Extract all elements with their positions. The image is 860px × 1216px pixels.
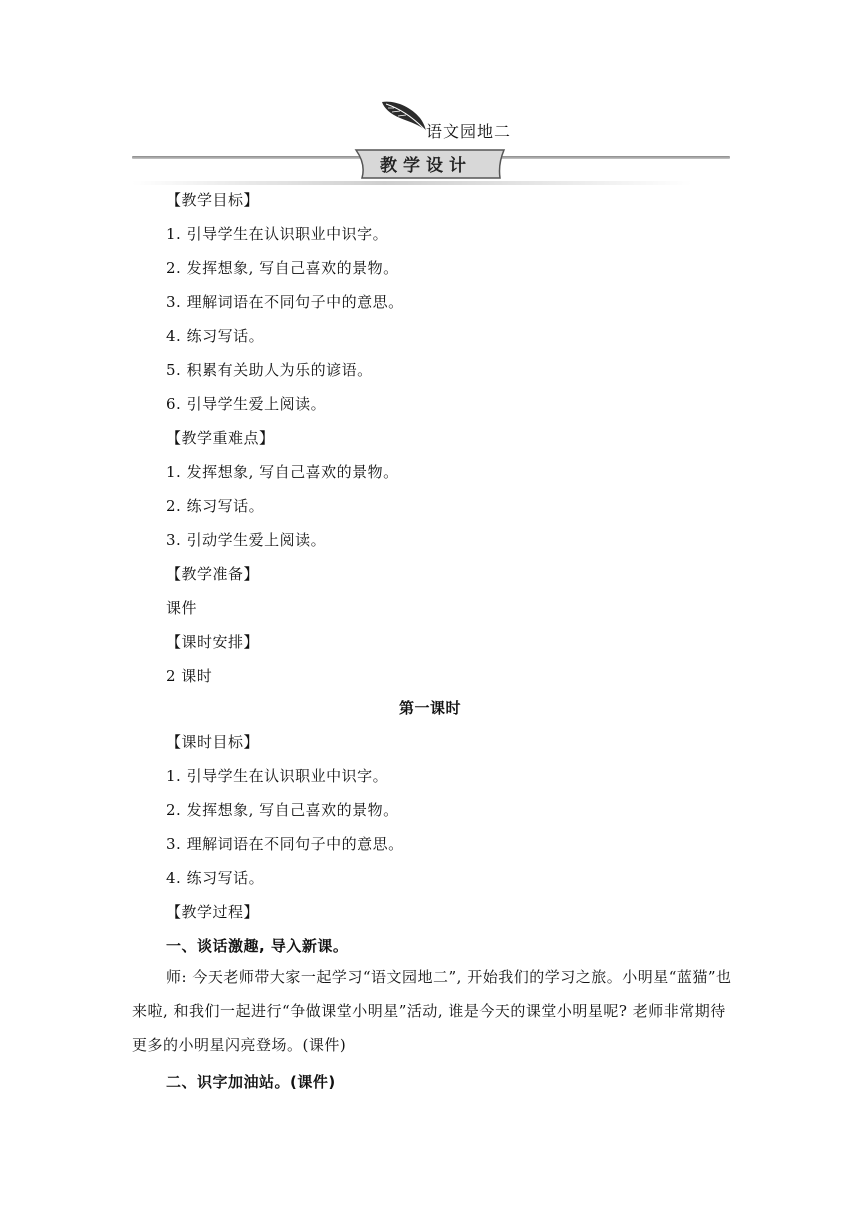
header-shadow-rule (132, 181, 692, 185)
goal-item-1: 1. 引导学生在认识职业中识字。 (166, 225, 389, 243)
keypoint-item-1: 1. 发挥想象, 写自己喜欢的景物。 (166, 463, 399, 481)
lesson-goal-item-4: 4. 练习写话。 (166, 869, 265, 887)
step-1-paragraph (132, 960, 732, 1062)
prep-text: 课件 (166, 599, 198, 617)
section-heading-goals: 【教学目标】 (166, 191, 260, 209)
keypoint-item-3: 3. 引动学生爱上阅读。 (166, 531, 327, 549)
keypoint-item-2: 2. 练习写话。 (166, 497, 265, 515)
step-2-title: 二、识字加油站。(课件) (166, 1073, 336, 1091)
header-title: 语文园地二 (426, 122, 512, 141)
section-heading-keypoints: 【教学重难点】 (166, 429, 275, 447)
step-1-paragraph-text: 师: 今天老师带大家一起学习“语文园地二”, 开始我们的学习之旅。小明星“蓝猫”也来啦, 和我们一起进行“争做课堂小明星”活动, 谁是今天的课堂小明星呢? 老师非常期待更多的小明星闪亮登场。(课件) (132, 968, 732, 1054)
section-heading-lesson-goals: 【课时目标】 (166, 733, 260, 751)
feather-quill-icon (380, 98, 428, 134)
step-1-title: 一、谈话激趣, 导入新课。 (166, 937, 349, 955)
schedule-text: 2 课时 (166, 667, 213, 685)
header-tab-label: 教学设计 (380, 156, 472, 176)
section-heading-prep: 【教学准备】 (166, 565, 260, 583)
goal-item-5: 5. 积累有关助人为乐的谚语。 (166, 361, 373, 379)
page-header (0, 0, 860, 190)
lesson-title: 第一课时 (398, 699, 461, 717)
goal-item-6: 6. 引导学生爱上阅读。 (166, 395, 327, 413)
lesson-goal-item-2: 2. 发挥想象, 写自己喜欢的景物。 (166, 801, 399, 819)
goal-item-4: 4. 练习写话。 (166, 327, 265, 345)
goal-item-2: 2. 发挥想象, 写自己喜欢的景物。 (166, 259, 399, 277)
goal-item-3: 3. 理解词语在不同句子中的意思。 (166, 293, 404, 311)
lesson-goal-item-1: 1. 引导学生在认识职业中识字。 (166, 767, 389, 785)
section-heading-schedule: 【课时安排】 (166, 633, 260, 651)
lesson-goal-item-3: 3. 理解词语在不同句子中的意思。 (166, 835, 404, 853)
section-heading-process: 【教学过程】 (166, 903, 260, 921)
